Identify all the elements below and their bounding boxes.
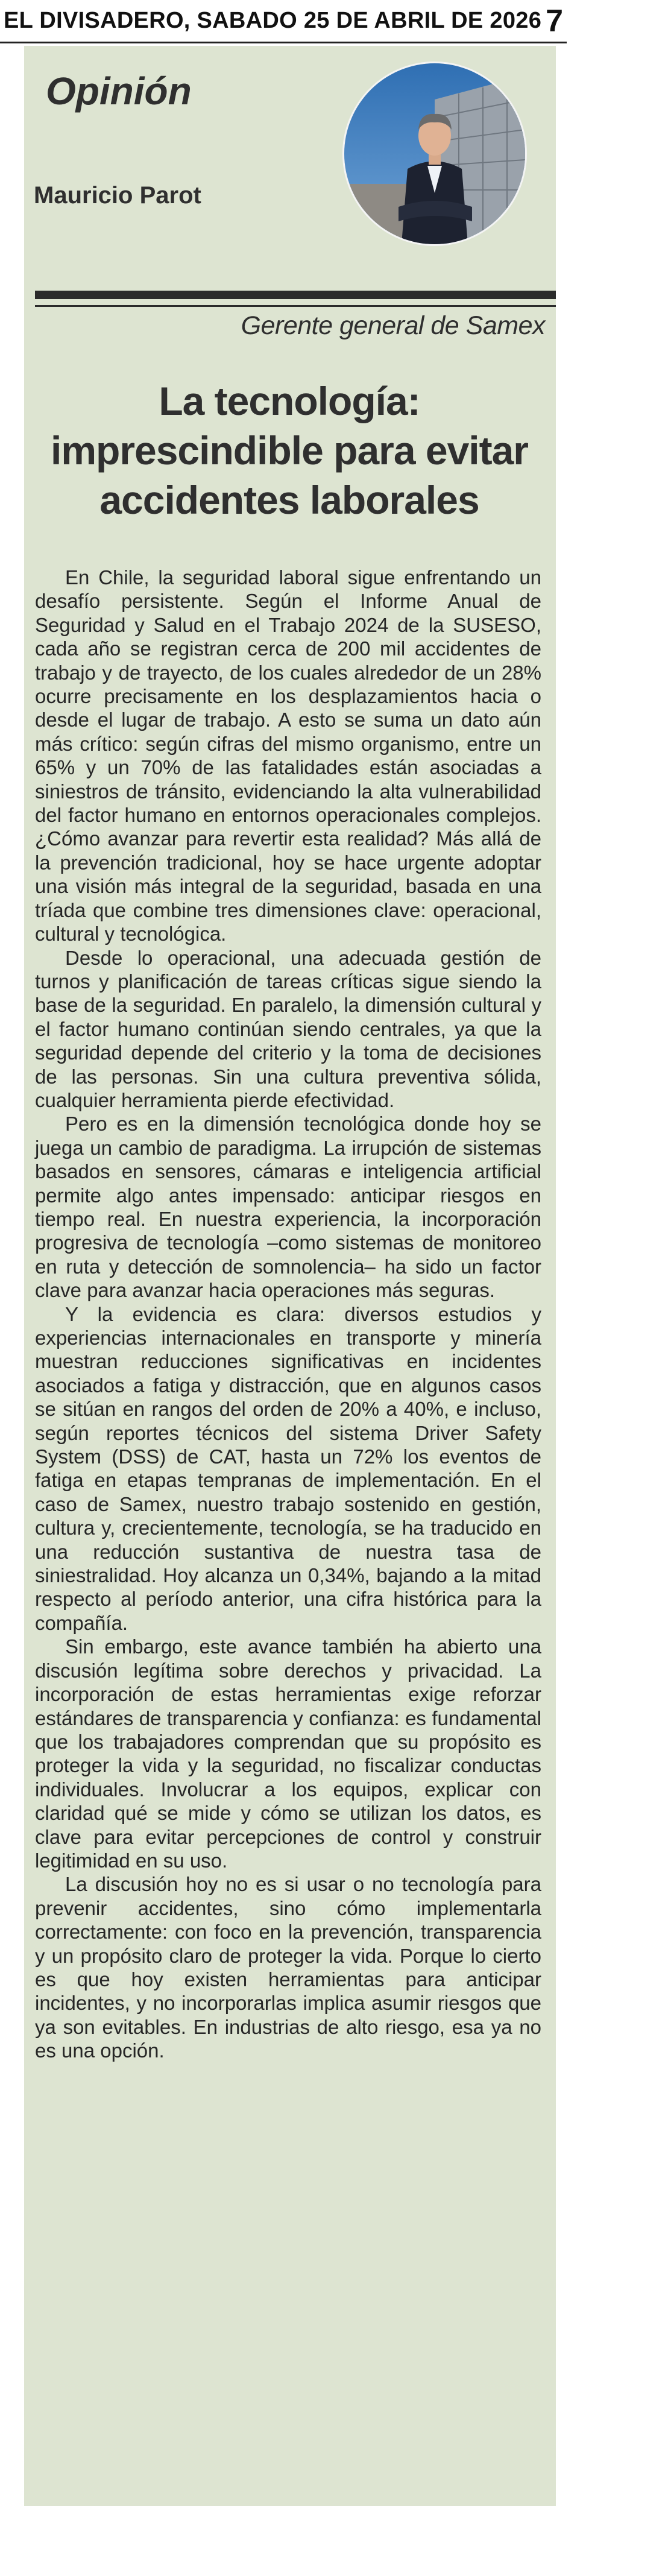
author-name: Mauricio Parot: [34, 182, 201, 209]
author-photo-illustration: [344, 63, 525, 244]
article-body: [35, 566, 541, 2063]
author-portrait: [342, 62, 527, 246]
paragraph: Y la evidencia es clara: diversos estudios y experiencias internacionales en transporte y minería muestran reducciones significativas en incidentes asociados a fatiga y distracción, que en algunos casos se sitúan en rangos del orden de 20% a 40%, e incluso, según reportes técnicos del sistema Driver Safety System (DSS) de CAT, hasta un 72% los eventos de fatiga en etapas tempranas de implementación. En el caso de Samex, nuestro trabajo sostenido en gestión, cultura y, crecientemente, tecnología, se ha traducido en una reducción sustantiva de nuestra tasa de siniestralidad. Hoy alcanza un 0,34%, bajando a la mitad respecto al período anterior, una cifra histórica para la compañía.: [35, 1302, 541, 1634]
paragraph: Desde lo operacional, una adecuada gestión de turnos y planificación de tareas críticas sigue siendo la base de la seguridad. En paralelo, la dimensión cultural y el factor humano continúan siendo centrales, ya que la seguridad depende del criterio y la toma de decisiones de las personas. Sin una cultura preventiva sólida, cualquier herramienta pierde efectividad.: [35, 946, 541, 1111]
opinion-column: [24, 46, 556, 2506]
author-role: Gerente general de Samex: [241, 311, 545, 340]
paragraph: Pero es en la dimensión tecnológica donde hoy se juega un cambio de paradigma. La irrupción de sistemas basados en sensores, cámaras e inteligencia artificial permite algo antes impensado: anticipar riesgos en tiempo real. En nuestra experiencia, la incorporación progresiva de tecnología –como sistemas de monitoreo en ruta y detección de somnolencia– ha sido un factor clave para avanzar hacia operaciones más seguras.: [35, 1113, 541, 1302]
section-title: Opinión: [46, 69, 192, 113]
thin-rule: [35, 305, 556, 307]
article-headline: La tecnología: imprescindible para evitar accidentes laborales: [50, 379, 528, 522]
paragraph: Sin embargo, este avance también ha abierto una discusión legítima sobre derechos y privacidad. La incorporación de estas herramientas exige reforzar estándares de transparencia y confianza: es fundamental que los trabajadores comprendan que su propósito es proteger la vida y la seguridad, no fiscalizar conductas individuales. Involucrar a los equipos, explicar con claridad qué se mide y cómo se utilizan los datos, es clave para evitar percepciones de control y construir legitimidad en su uso.: [35, 1635, 541, 1872]
thick-rule: [35, 291, 556, 299]
paragraph: La discusión hoy no es si usar o no tecnología para prevenir accidentes, sino cómo implementarla correctamente: con foco en la prevención, transparencia y un propósito claro de proteger la vida. Porque lo cierto es que hoy existen herramientas para anticipar incidentes, y no incorporarlas implica asumir riesgos que ya son evitables. En industrias de alto riesgo, esa ya no es una opción.: [35, 1873, 541, 2062]
divider-rules: [35, 291, 556, 307]
paragraph: En Chile, la seguridad laboral sigue enfrentando un desafío persistente. Según el Informe Anual de Seguridad y Salud en el Trabajo 2024 de la SUSESO, cada año se registran cerca de 200 mil accidentes de trabajo y de trayecto, de los cuales alrededor de un 28% ocurre precisamente en los desplazamientos hacia o desde el lugar de trabajo. A esto se suma un dato aún más crítico: según cifras del mismo organismo, entre un 65% y un 70% de las fatalidades están asociadas a siniestros de tránsito, evidenciando la alta vulnerabilidad del factor humano en entornos operacionales complejos. ¿Cómo avanzar para revertir esta realidad? Más allá de la prevención tradicional, hoy se hace urgente adoptar una visión más integral de la seguridad, basada en una tríada que combine tres dimensiones clave: operacional, cultural y tecnológica.: [35, 566, 541, 945]
masthead: [0, 0, 567, 43]
page-number: 7: [546, 3, 563, 39]
newspaper-dateline: EL DIVISADERO, SABADO 25 DE ABRIL DE 2026: [4, 8, 542, 33]
